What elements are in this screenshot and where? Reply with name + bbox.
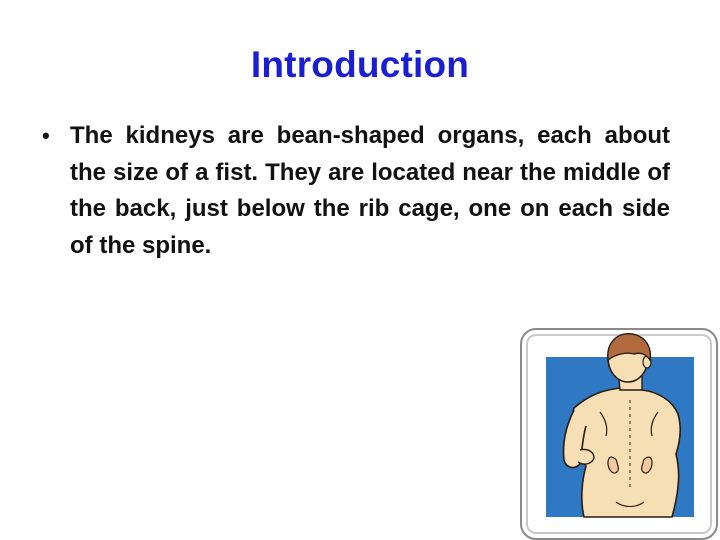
- bullet-item: [42, 118, 670, 264]
- bullet-list: [42, 118, 670, 264]
- illustration-frame: [520, 328, 718, 540]
- slide-title: Introduction: [250, 44, 470, 85]
- kidney-location-illustration: [522, 330, 716, 538]
- hand: [578, 449, 594, 464]
- bullet-marker: •: [42, 123, 50, 148]
- torso-shape: [569, 380, 680, 517]
- bullet-text: The kidneys are bean-shaped organs, each about the size of a fist. They are located near the middle of the back, just below the rib cage, one on each side of the spine.: [70, 122, 670, 259]
